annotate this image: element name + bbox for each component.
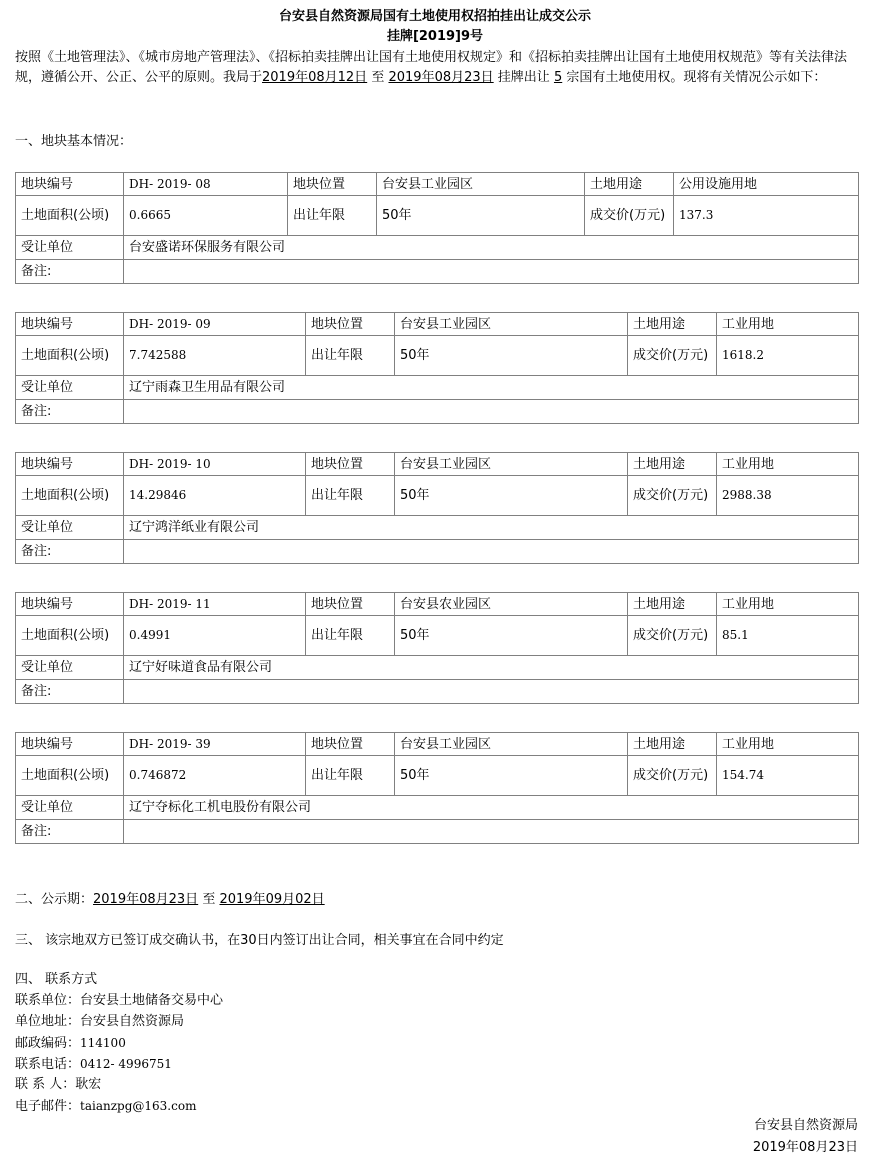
contact-unit: 联系单位：台安县土地储备交易中心 <box>15 993 224 1008</box>
page-title: 台安县自然资源局国有土地使用权招拍挂出让成交公示 <box>278 9 591 24</box>
parcel-area: 0.6665 <box>124 196 288 236</box>
publicity-label: 二、公示期： <box>15 892 94 907</box>
parcel-remarks <box>124 540 859 564</box>
footer-date: 2019年08月23日 <box>752 1140 858 1155</box>
parcel-area: 0.746872 <box>124 756 306 796</box>
parcel-area: 14.29846 <box>124 476 306 516</box>
parcel-remarks <box>124 400 859 424</box>
parcel-location: 台安县工业园区 <box>377 173 585 196</box>
label-price: 成交价(万元) <box>628 616 717 656</box>
parcel-use: 工业用地 <box>717 733 859 756</box>
parcel-remarks <box>124 820 859 844</box>
parcel-no: DH- 2019- 09 <box>124 313 306 336</box>
intro-text-3: 宗国有土地使用权。现将有关情况公示如下： <box>566 70 827 85</box>
section-4-heading: 四、 联系方式 <box>15 972 98 987</box>
section-2 <box>15 891 325 909</box>
label-buyer: 受让单位 <box>16 376 124 400</box>
parcel-term: 50年 <box>395 336 628 376</box>
email-value: taianzpg@163.com <box>80 1099 197 1113</box>
label-area: 土地面积(公顷) <box>16 336 124 376</box>
label-land-use: 土地用途 <box>585 173 674 196</box>
label-price: 成交价(万元) <box>628 756 717 796</box>
contact-address: 单位地址：台安县自然资源局 <box>15 1014 185 1029</box>
postcode-value: 114100 <box>80 1036 126 1050</box>
end-date: 2019年08月23日 <box>388 70 494 85</box>
publicity-end: 2019年09月02日 <box>219 892 325 907</box>
label-term: 出让年限 <box>288 196 377 236</box>
parcel-no: DH- 2019- 10 <box>124 453 306 476</box>
label-location: 地块位置 <box>306 593 395 616</box>
label-buyer: 受让单位 <box>16 236 124 260</box>
label-land-use: 土地用途 <box>628 453 717 476</box>
parcel-remarks <box>124 260 859 284</box>
intro-text-2: 挂牌出让 <box>497 70 550 85</box>
parcel-use: 工业用地 <box>717 313 859 336</box>
label-remarks: 备注: <box>16 260 124 284</box>
label-area: 土地面积(公顷) <box>16 476 124 516</box>
parcel-table <box>15 312 859 424</box>
parcel-term: 50年 <box>395 616 628 656</box>
parcel-use: 工业用地 <box>717 453 859 476</box>
parcel-location: 台安县工业园区 <box>395 733 628 756</box>
parcel-buyer: 辽宁好味道食品有限公司 <box>124 656 859 680</box>
label-location: 地块位置 <box>288 173 377 196</box>
label-parcel-no: 地块编号 <box>16 593 124 616</box>
label-location: 地块位置 <box>306 453 395 476</box>
publicity-to: 至 <box>202 892 216 907</box>
parcel-use: 工业用地 <box>717 593 859 616</box>
parcel-price: 2988.38 <box>717 476 859 516</box>
email-label: 电子邮件： <box>15 1099 81 1114</box>
label-price: 成交价(万元) <box>628 476 717 516</box>
label-parcel-no: 地块编号 <box>16 313 124 336</box>
label-parcel-no: 地块编号 <box>16 173 124 196</box>
label-remarks: 备注: <box>16 400 124 424</box>
parcel-price: 85.1 <box>717 616 859 656</box>
label-buyer: 受让单位 <box>16 516 124 540</box>
phone-label: 联系电话： <box>15 1057 81 1072</box>
contact-postcode <box>15 1034 126 1053</box>
label-buyer: 受让单位 <box>16 656 124 680</box>
parcel-area: 0.4991 <box>124 616 306 656</box>
parcel-remarks <box>124 680 859 704</box>
parcel-buyer: 台安盛诺环保服务有限公司 <box>124 236 859 260</box>
footer-org: 台安县自然资源局 <box>753 1118 858 1133</box>
parcel-no: DH- 2019- 11 <box>124 593 306 616</box>
label-land-use: 土地用途 <box>628 313 717 336</box>
parcel-term: 50年 <box>395 756 628 796</box>
parcel-no: DH- 2019- 39 <box>124 733 306 756</box>
section-1-heading: 一、地块基本情况： <box>15 134 133 149</box>
label-location: 地块位置 <box>306 313 395 336</box>
label-area: 土地面积(公顷) <box>16 756 124 796</box>
document-number: 挂牌[2019]9号 <box>386 29 484 44</box>
parcel-table <box>15 592 859 704</box>
label-remarks: 备注: <box>16 820 124 844</box>
section-3: 三、 该宗地双方已签订成交确认书，在30日内签订出让合同，相关事宜在合同中约定 <box>15 933 504 948</box>
contact-email <box>15 1097 196 1116</box>
intro-to: 至 <box>371 70 385 85</box>
contact-phone <box>15 1055 172 1074</box>
parcel-area: 7.742588 <box>124 336 306 376</box>
label-area: 土地面积(公顷) <box>16 196 124 236</box>
parcel-price: 1618.2 <box>717 336 859 376</box>
label-price: 成交价(万元) <box>628 336 717 376</box>
parcel-use: 公用设施用地 <box>674 173 859 196</box>
contact-person: 联 系 人：耿宏 <box>15 1077 102 1092</box>
label-land-use: 土地用途 <box>628 733 717 756</box>
parcel-buyer: 辽宁鸿洋纸业有限公司 <box>124 516 859 540</box>
label-remarks: 备注: <box>16 540 124 564</box>
parcel-location: 台安县农业园区 <box>395 593 628 616</box>
parcel-location: 台安县工业园区 <box>395 313 628 336</box>
parcel-buyer: 辽宁夺标化工机电股份有限公司 <box>124 796 859 820</box>
label-location: 地块位置 <box>306 733 395 756</box>
intro-paragraph <box>15 48 860 88</box>
parcel-buyer: 辽宁雨森卫生用品有限公司 <box>124 376 859 400</box>
parcel-price: 137.3 <box>674 196 859 236</box>
parcel-price: 154.74 <box>717 756 859 796</box>
label-land-use: 土地用途 <box>628 593 717 616</box>
parcel-table <box>15 732 859 844</box>
parcel-no: DH- 2019- 08 <box>124 173 288 196</box>
label-remarks: 备注: <box>16 680 124 704</box>
label-area: 土地面积(公顷) <box>16 616 124 656</box>
start-date: 2019年08月12日 <box>262 70 368 85</box>
label-term: 出让年限 <box>306 616 395 656</box>
postcode-label: 邮政编码： <box>15 1036 81 1051</box>
label-term: 出让年限 <box>306 756 395 796</box>
parcel-location: 台安县工业园区 <box>395 453 628 476</box>
parcel-term: 50年 <box>395 476 628 516</box>
label-parcel-no: 地块编号 <box>16 453 124 476</box>
intro-text-1: 按照《土地管理法》、《城市房地产管理法》、《招标拍卖挂牌出让国有土地使用权规定》和《招标拍卖挂牌出让国有土地使用权规范》等有关法律法规，遵循公开、公正、公平的原则。我局于 <box>15 50 848 85</box>
parcel-table <box>15 452 859 564</box>
label-buyer: 受让单位 <box>16 796 124 820</box>
label-parcel-no: 地块编号 <box>16 733 124 756</box>
parcel-term: 50年 <box>377 196 585 236</box>
label-price: 成交价(万元) <box>585 196 674 236</box>
label-term: 出让年限 <box>306 476 395 516</box>
label-term: 出让年限 <box>306 336 395 376</box>
phone-value: 0412- 4996751 <box>80 1057 172 1071</box>
parcel-table <box>15 172 859 284</box>
publicity-start: 2019年08月23日 <box>93 892 199 907</box>
parcel-count: 5 <box>553 70 563 85</box>
